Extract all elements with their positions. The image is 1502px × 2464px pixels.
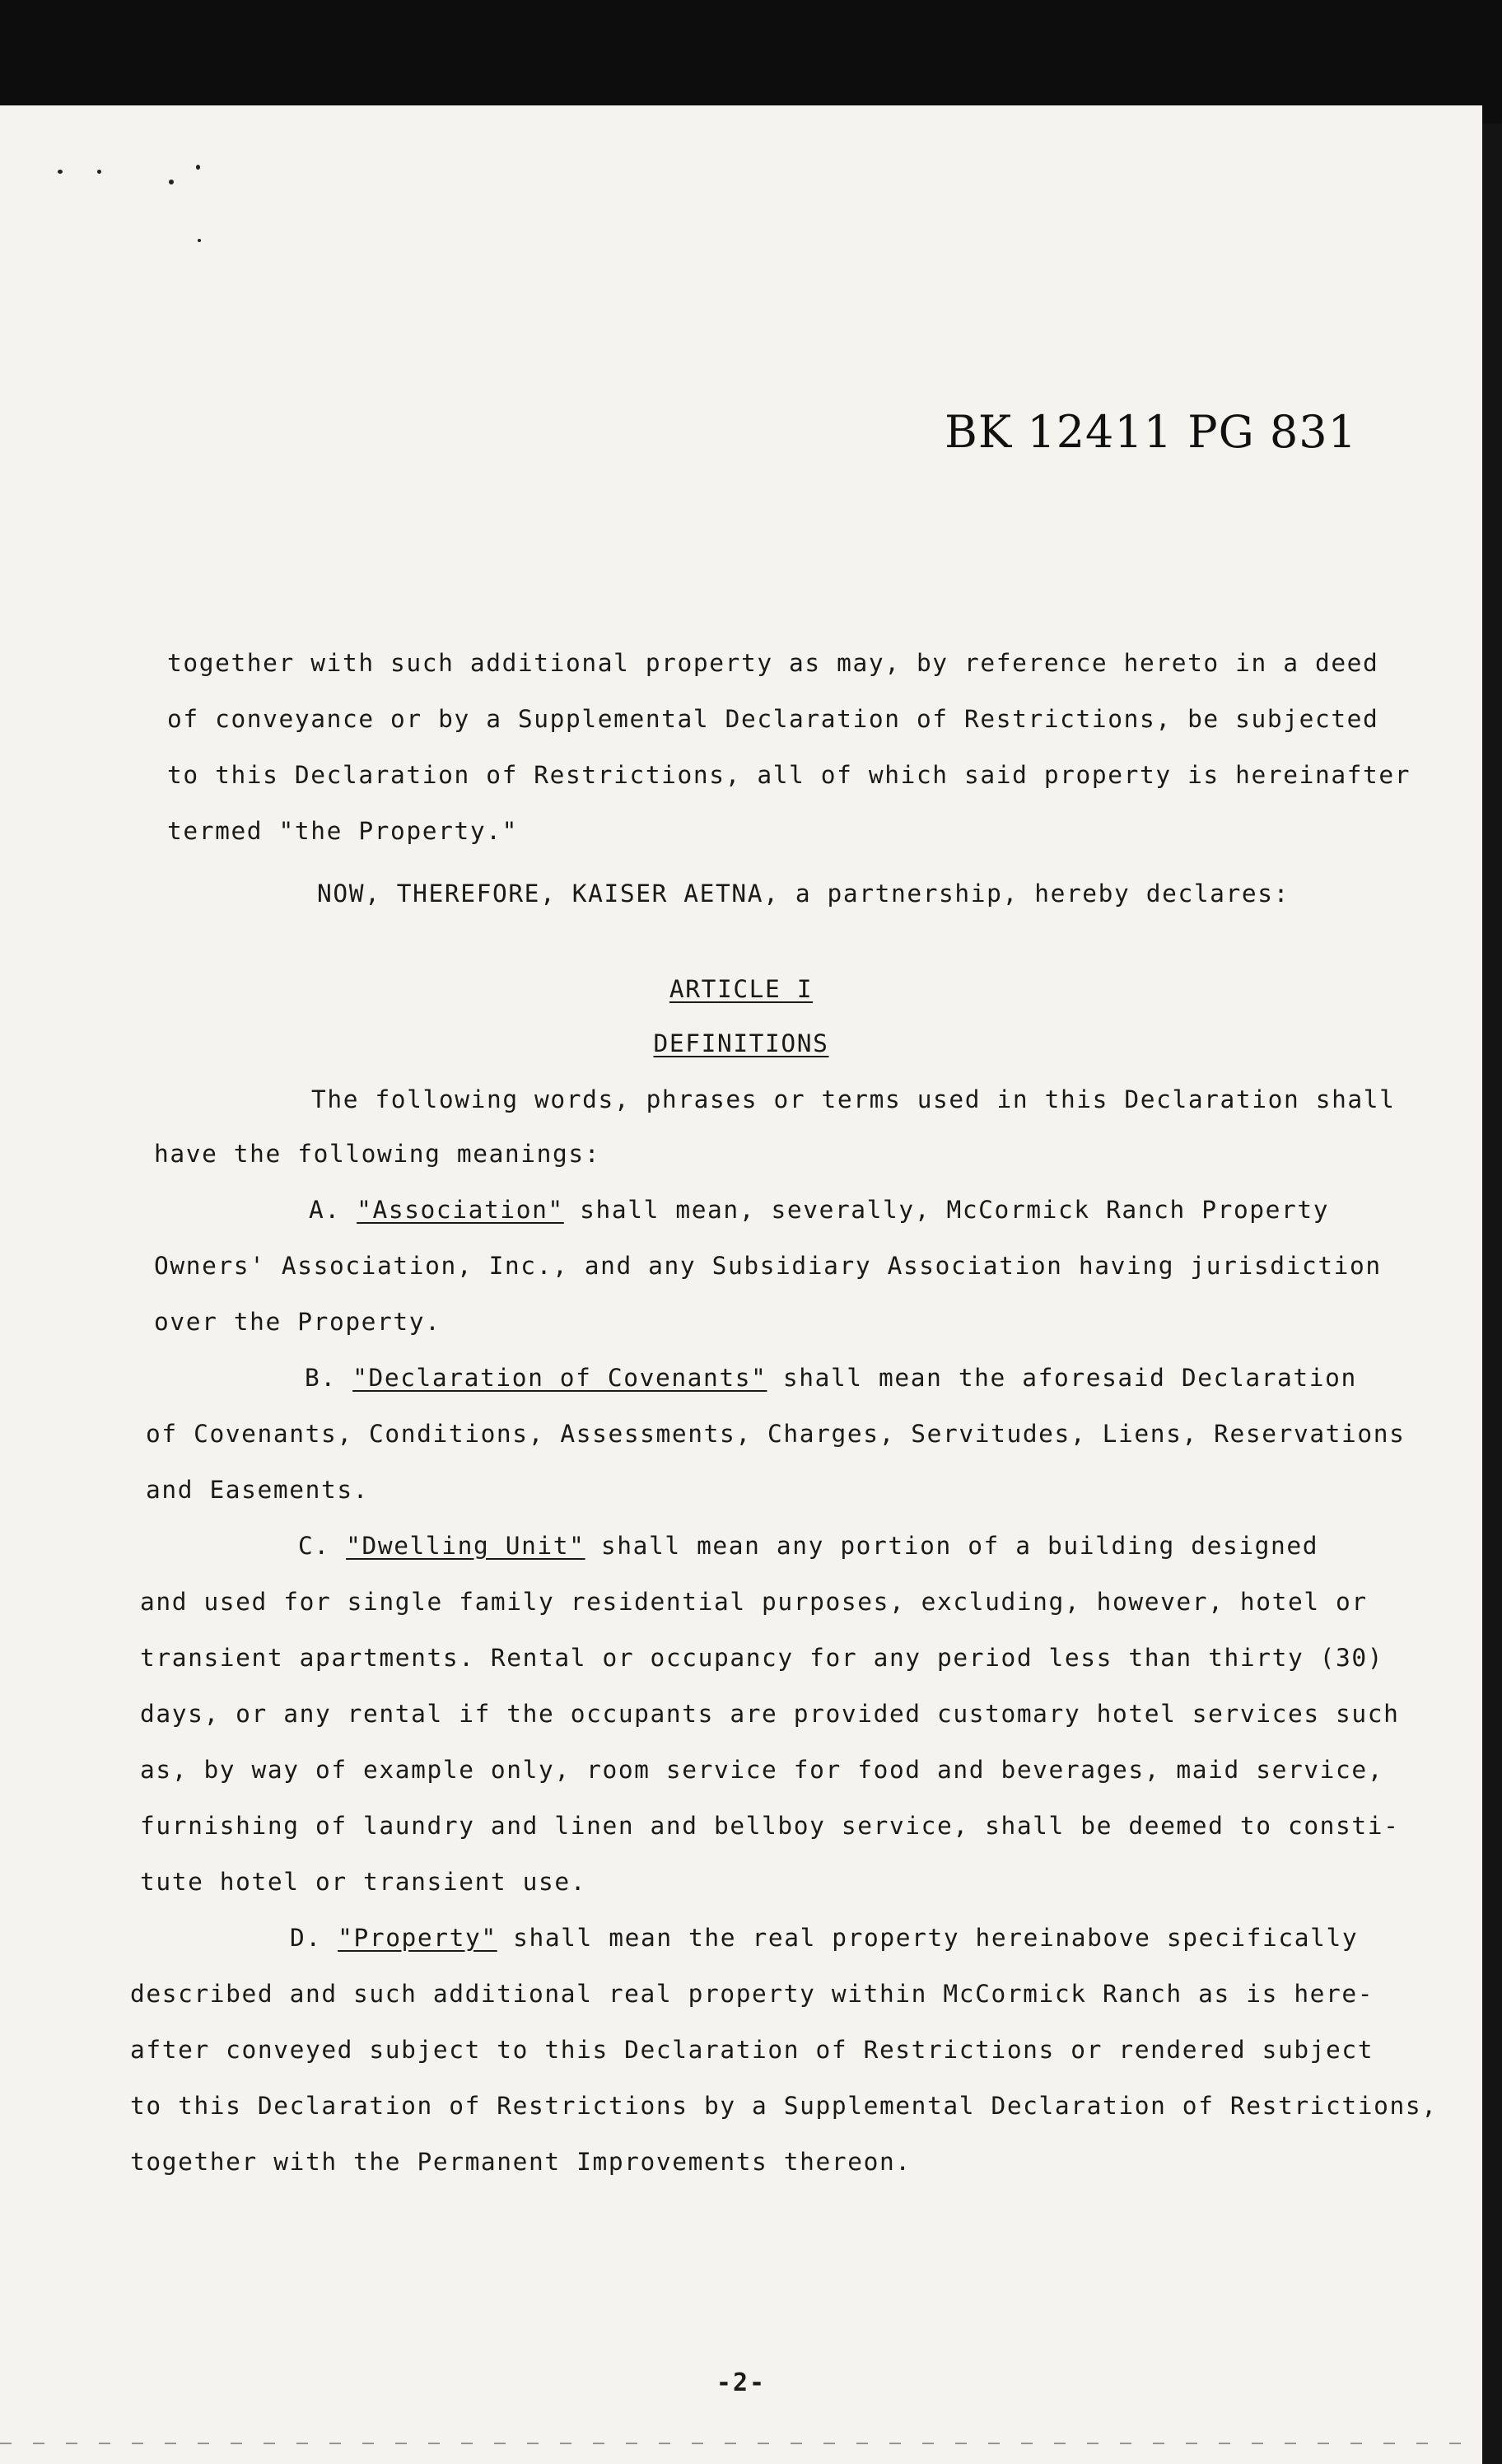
scan-speck (196, 165, 200, 170)
definition-line: together with the Permanent Improvements thereon. (130, 2148, 912, 2176)
scan-speck (97, 170, 101, 174)
definition-text: shall mean any portion of a building designed (600, 1532, 1319, 1560)
book-page-reference: BK 12411 PG 831 (945, 406, 1357, 458)
page-number: -2- (716, 2368, 767, 2397)
definition-heading-property (290, 1924, 1358, 1952)
definition-line: furnishing of laundry and linen and bellboy service, shall be deemed to consti- (140, 1812, 1400, 1840)
definition-letter: C. (298, 1532, 330, 1560)
scan-edge-line (0, 2443, 1482, 2444)
definition-letter: D. (290, 1924, 322, 1952)
definition-line: after conveyed subject to this Declaration of Restrictions or rendered subject (130, 2036, 1374, 2064)
article-heading (0, 975, 1482, 1003)
definitions-intro-line: The following words, phrases or terms used in this Declaration shall (311, 1085, 1396, 1113)
article-number: ARTICLE I (669, 975, 814, 1003)
definition-text: shall mean the real property hereinabove specifically (513, 1924, 1359, 1952)
definition-line: transient apartments. Rental or occupancy for any period less than thirty (30) (140, 1644, 1384, 1672)
definition-letter: A. (309, 1196, 341, 1224)
definition-line: and Easements. (146, 1476, 370, 1504)
scan-speck (198, 239, 201, 242)
scan-speck (58, 170, 63, 174)
document-page (0, 105, 1482, 2464)
definition-line: Owners' Association, Inc., and any Subsidiary Association having jurisdiction (154, 1252, 1382, 1280)
definitions-intro-line: have the following meanings: (154, 1140, 601, 1168)
definition-line: days, or any rental if the occupants are provided customary hotel services such (140, 1700, 1400, 1728)
article-title-line (0, 1029, 1482, 1057)
definition-line: as, by way of example only, room service for food and beverages, maid service, (140, 1756, 1384, 1784)
definition-line: of Covenants, Conditions, Assessments, Charges, Servitudes, Liens, Reservations (146, 1420, 1406, 1448)
definition-term: "Dwelling Unit" (346, 1532, 585, 1560)
definition-line: and used for single family residential purposes, excluding, however, hotel or (140, 1588, 1368, 1616)
definition-line: over the Property. (154, 1308, 441, 1336)
definition-term: "Property" (338, 1924, 497, 1952)
definition-term: "Declaration of Covenants" (352, 1364, 767, 1392)
definition-text: shall mean the aforesaid Declaration (782, 1364, 1357, 1392)
definition-text: shall mean, severally, McCormick Ranch Property (580, 1196, 1330, 1224)
article-title: DEFINITIONS (653, 1029, 829, 1057)
definition-term: "Association" (357, 1196, 564, 1224)
intro-line: together with such additional property as may, by reference hereto in a deed (167, 649, 1379, 677)
definition-heading-dwelling-unit (298, 1532, 1318, 1560)
declaration-statement: NOW, THEREFORE, KAISER AETNA, a partnership, hereby declares: (317, 880, 1290, 908)
definition-line: tute hotel or transient use. (140, 1868, 587, 1896)
definition-line: to this Declaration of Restrictions by a Supplemental Declaration of Restrictions, (130, 2092, 1438, 2120)
scan-speck (169, 180, 174, 184)
intro-line: termed "the Property." (167, 817, 518, 845)
intro-line: of conveyance or by a Supplemental Declaration of Restrictions, be subjected (167, 705, 1379, 733)
definition-letter: B. (305, 1364, 337, 1392)
definition-heading-association (309, 1196, 1329, 1224)
definition-line: described and such additional real property within McCormick Ranch as is here- (130, 1980, 1374, 2008)
definition-heading-declaration-of-covenants (305, 1364, 1357, 1392)
intro-line: to this Declaration of Restrictions, all of which said property is hereinafter (167, 761, 1411, 789)
